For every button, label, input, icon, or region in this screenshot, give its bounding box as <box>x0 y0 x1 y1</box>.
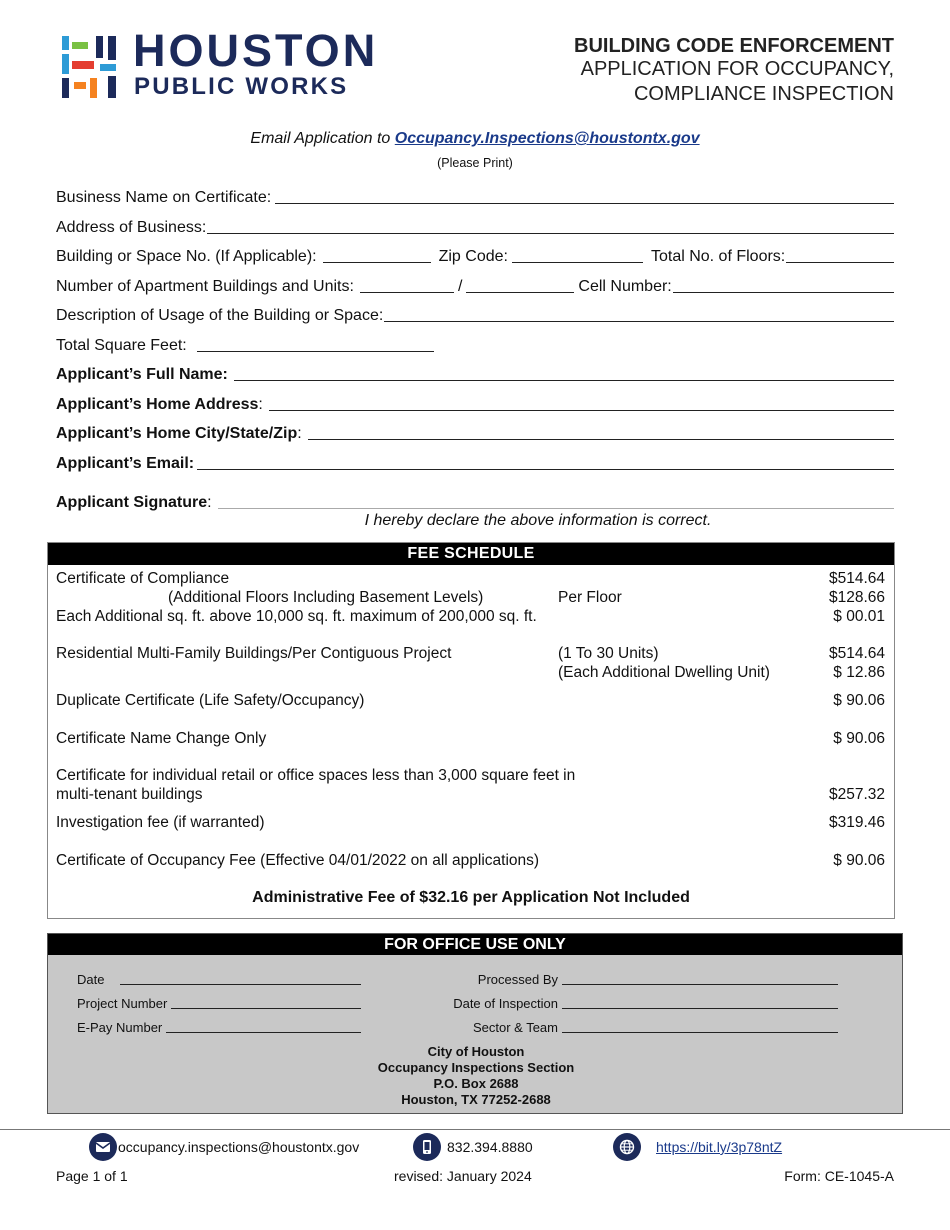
office-project-row <box>77 993 361 1011</box>
fee-amount-coc: $514.64 <box>828 570 885 587</box>
revised-date: revised: January 2024 <box>394 1168 532 1184</box>
address-line-2: Occupancy Inspections Section <box>377 1060 575 1075</box>
usage-label: Description of Usage of the Building or Space: <box>56 307 384 324</box>
office-project-field[interactable] <box>171 997 361 1009</box>
email-instruction <box>0 130 950 148</box>
office-sector-row <box>446 1017 838 1035</box>
fee-item-add-sqft: Each Additional sq. ft. above 10,000 sq. ft. maximum of 200,000 sq. ft. <box>56 608 537 625</box>
home-city-row <box>56 421 894 443</box>
office-project-label: Project Number <box>77 996 168 1011</box>
office-inspection-field[interactable] <box>562 997 838 1009</box>
apartment-units-field[interactable] <box>466 277 574 293</box>
apartments-label: Number of Apartment Buildings and Units: <box>56 278 354 295</box>
building-space-field[interactable] <box>323 247 431 263</box>
footer-phone[interactable]: 832.394.8880 <box>447 1139 533 1155</box>
office-sector-field[interactable] <box>562 1021 838 1033</box>
office-epay-row <box>77 1017 361 1035</box>
fee-item-coc: Certificate of Compliance <box>56 570 230 587</box>
home-city-label: Applicant’s Home City/State/Zip <box>56 425 298 442</box>
office-processed-field[interactable] <box>562 973 838 985</box>
fee-amount-investigation: $319.46 <box>828 814 885 831</box>
sqft-row <box>56 333 894 355</box>
title-line-1: BUILDING CODE ENFORCEMENT <box>574 35 894 57</box>
office-sector-label: Sector & Team <box>472 1020 558 1035</box>
document-title <box>574 35 894 107</box>
zip-field[interactable] <box>512 247 643 263</box>
zip-label: Zip Code: <box>438 248 508 265</box>
fee-item-duplicate: Duplicate Certificate (Life Safety/Occupancy) <box>56 692 365 709</box>
home-address-colon: : <box>258 396 263 413</box>
office-epay-field[interactable] <box>166 1021 361 1033</box>
address-label: Address of Business: <box>56 219 207 236</box>
applicant-email-label: Applicant’s Email: <box>56 455 195 472</box>
sqft-label: Total Square Feet: <box>56 337 187 354</box>
office-processed-row <box>446 969 838 987</box>
office-epay-label: E-Pay Number <box>77 1020 163 1035</box>
form-number: Form: CE-1045-A <box>784 1168 894 1184</box>
sqft-field[interactable] <box>197 336 434 352</box>
signature-colon: : <box>207 494 212 511</box>
page-number: Page 1 of 1 <box>56 1168 128 1184</box>
office-date-label: Date <box>77 972 105 987</box>
cell-field[interactable] <box>673 277 894 293</box>
admin-fee-note: Administrative Fee of $32.16 per Application Not Included <box>252 889 690 906</box>
address-field[interactable] <box>207 218 894 234</box>
fee-item-retail-line2: multi-tenant buildings <box>56 786 203 803</box>
email-prefix: Email Application to <box>250 130 391 147</box>
please-print-note: (Please Print) <box>437 156 513 170</box>
address-line-3: P.O. Box 2688 <box>433 1076 519 1091</box>
fee-schedule <box>47 542 895 919</box>
office-inspection-row <box>446 993 838 1011</box>
office-processed-label: Processed By <box>477 972 558 987</box>
envelope-icon <box>89 1133 117 1161</box>
applicant-email-field[interactable] <box>197 454 894 470</box>
fee-amount-retail: $257.32 <box>828 786 885 803</box>
mailing-address <box>48 1044 904 1108</box>
fee-amount-each-unit: $ 12.86 <box>833 664 885 681</box>
signature-field[interactable] <box>218 493 894 509</box>
usage-row <box>56 303 894 325</box>
houston-public-works-logo <box>60 25 390 104</box>
title-line-3: COMPLIANCE INSPECTION <box>633 83 894 105</box>
fee-amount-name-change: $ 90.06 <box>833 730 885 747</box>
usage-field[interactable] <box>384 306 894 322</box>
office-inspection-label: Date of Inspection <box>453 996 558 1011</box>
fee-item-add-floors: (Additional Floors Including Basement Levels) <box>168 589 484 606</box>
fee-item-retail-line1: Certificate for individual retail or office spaces less than 3,000 square feet in <box>56 767 576 784</box>
fee-amount-co: $ 90.06 <box>833 852 885 869</box>
footer-divider <box>0 1129 950 1130</box>
fee-item-co: Certificate of Occupancy Fee (Effective 04/01/2022 on all applications) <box>56 852 540 869</box>
apartment-buildings-field[interactable] <box>360 277 454 293</box>
home-city-colon: : <box>297 425 302 442</box>
building-space-label: Building or Space No. (If Applicable): <box>56 248 317 265</box>
home-address-label: Applicant’s Home Address <box>56 396 259 413</box>
full-name-label: Applicant’s Full Name: <box>56 366 228 383</box>
office-use-title: FOR OFFICE USE ONLY <box>48 934 902 955</box>
full-name-field[interactable] <box>234 365 894 381</box>
home-city-field[interactable] <box>308 424 894 440</box>
email-link[interactable]: Occupancy.Inspections@houstontx.gov <box>394 130 700 147</box>
title-line-2: APPLICATION FOR OCCUPANCY, <box>580 58 894 80</box>
full-name-row <box>56 362 894 384</box>
office-use-section <box>47 933 903 1114</box>
fee-amount-duplicate: $ 90.06 <box>833 692 885 709</box>
fee-each-unit: (Each Additional Dwelling Unit) <box>558 664 770 681</box>
logo-text-public-works: PUBLIC WORKS <box>134 73 349 100</box>
cell-label: Cell Number: <box>578 278 672 295</box>
fee-item-investigation: Investigation fee (if warranted) <box>56 814 265 831</box>
signature-label: Applicant Signature <box>56 494 208 511</box>
address-line-4: Houston, TX 77252-2688 <box>401 1092 551 1107</box>
signature-row <box>56 490 894 512</box>
address-line-1: City of Houston <box>427 1044 525 1059</box>
logo-mark-icon <box>60 34 124 100</box>
phone-icon <box>413 1133 441 1161</box>
email-row <box>56 451 894 473</box>
fee-units-1-30: (1 To 30 Units) <box>558 645 659 662</box>
business-name-label: Business Name on Certificate: <box>56 189 272 206</box>
office-date-row <box>77 969 361 987</box>
building-row <box>56 244 894 266</box>
office-date-field[interactable] <box>120 973 361 985</box>
home-address-row <box>56 392 894 414</box>
apartments-row <box>56 274 894 296</box>
fee-amount-add-sqft: $ 00.01 <box>833 608 885 625</box>
floors-label: Total No. of Floors: <box>650 248 786 265</box>
footer-url[interactable]: https://bit.ly/3p78ntZ <box>656 1139 783 1155</box>
fee-item-name-change: Certificate Name Change Only <box>56 730 267 747</box>
globe-icon <box>613 1133 641 1161</box>
fee-amount-add-floors: $128.66 <box>828 589 885 606</box>
business-name-field[interactable] <box>275 188 894 204</box>
logo-text-houston: HOUSTON <box>133 25 379 76</box>
fee-item-multi-family: Residential Multi-Family Buildings/Per Contiguous Project <box>56 645 452 662</box>
floors-field[interactable] <box>786 247 894 263</box>
fee-per-floor: Per Floor <box>558 589 622 606</box>
address-row <box>56 215 894 237</box>
footer-email[interactable]: occupancy.inspections@houstontx.gov <box>118 1139 360 1155</box>
home-address-field[interactable] <box>269 395 894 411</box>
business-name-row <box>56 185 894 207</box>
fee-amount-units-1-30: $514.64 <box>828 645 885 662</box>
fee-schedule-title: FEE SCHEDULE <box>48 543 894 565</box>
declaration-text: I hereby declare the above information is correct. <box>364 512 712 529</box>
apartments-separator: / <box>457 278 463 295</box>
